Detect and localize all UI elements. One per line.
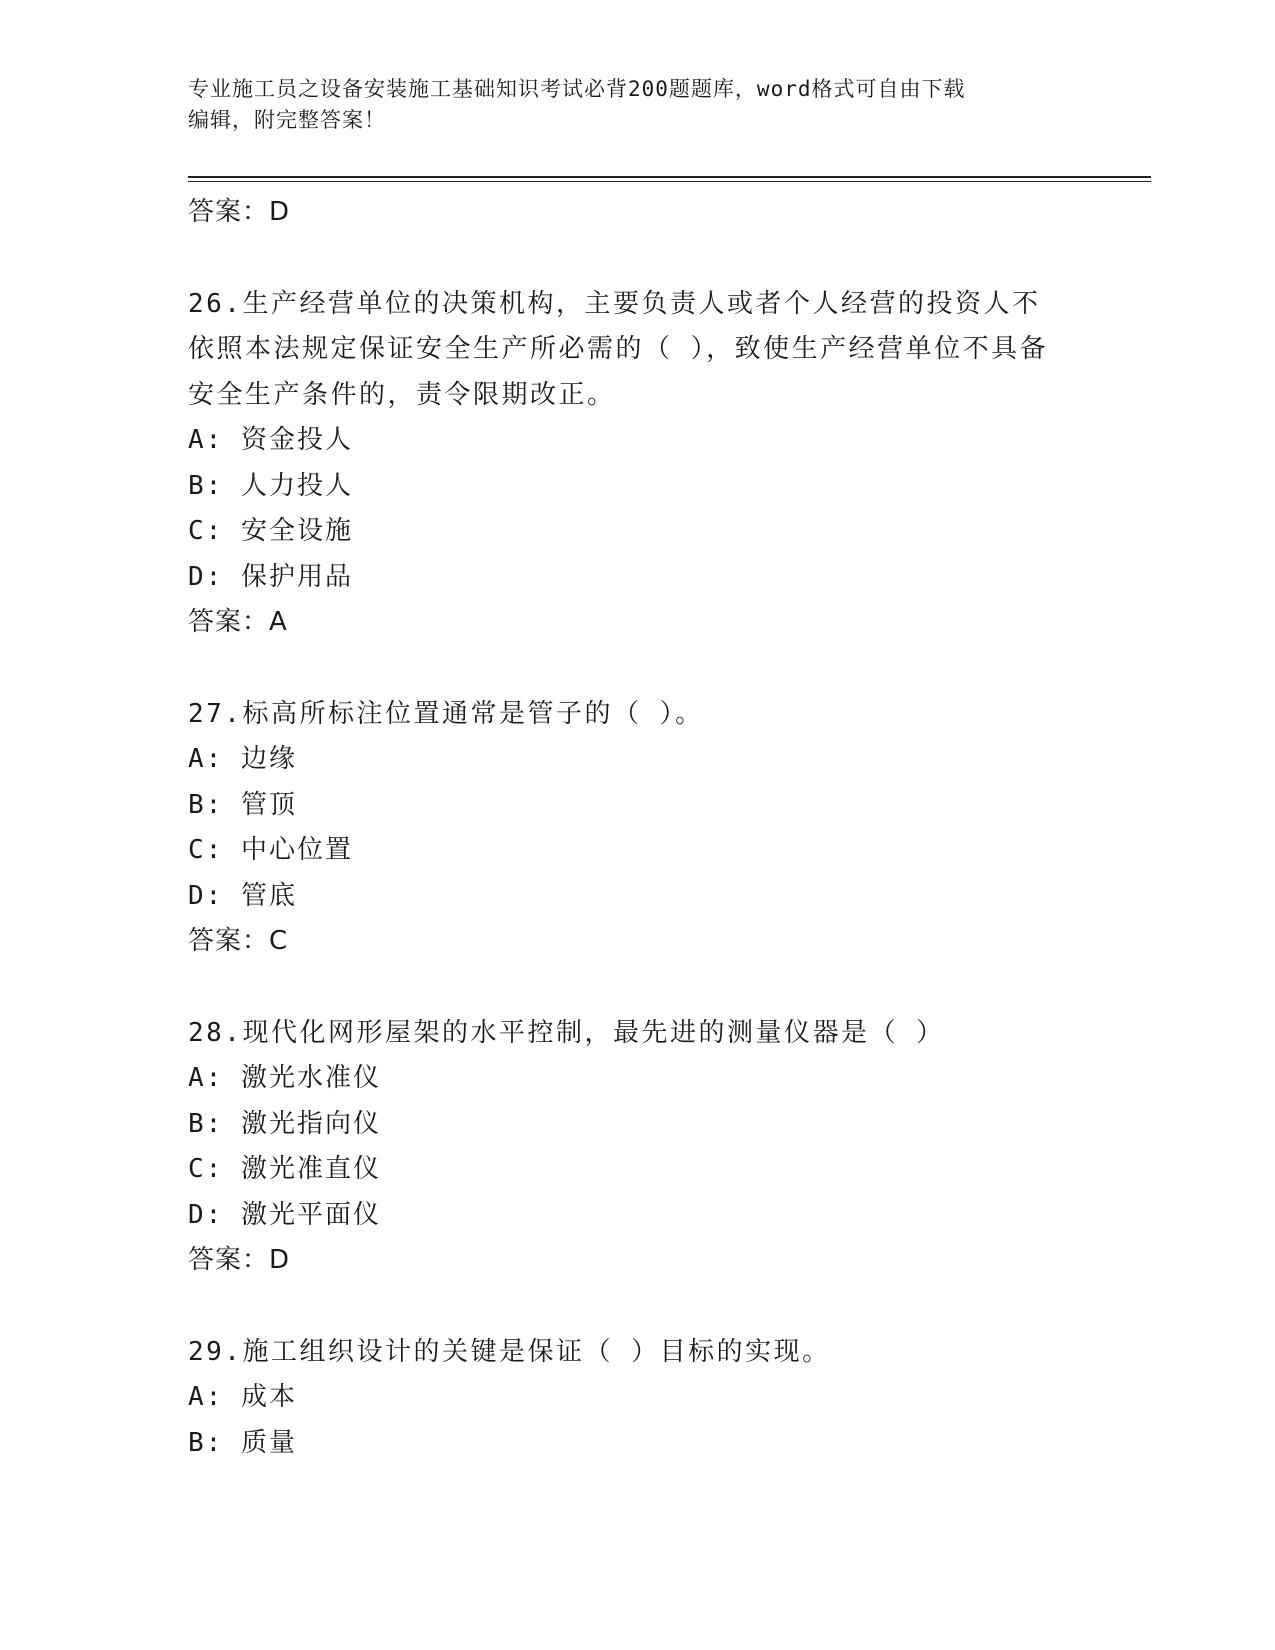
option-a: A: 资金投人 [188, 425, 353, 455]
option-c: C: 激光准直仪 [188, 1154, 381, 1184]
header-line-1: 专业施工员之设备安装施工基础知识考试必背200题题库，word格式可自由下载 [188, 77, 966, 101]
question-block [188, 1330, 1088, 1467]
spacer [188, 965, 1088, 1011]
option-d: D: 保护用品 [188, 561, 353, 592]
option-d: D: 激光平面仪 [188, 1199, 381, 1230]
question-stem: 26.生产经营单位的决策机构，主要负责人或者个人经营的投资人不依照本法规定保证安全生产所必需的（ ），致使生产经营单位不具备安全生产条件的，责令限期改正。 [188, 288, 1049, 410]
option-c: C: 中心位置 [188, 835, 353, 865]
answer-label: 答案：A [188, 607, 288, 637]
question-stem: 29.施工组织设计的关键是保证（ ）目标的实现。 [188, 1336, 831, 1367]
question-stem: 28.现代化网形屋架的水平控制，最先进的测量仪器是（ ） [188, 1017, 945, 1048]
option-d: D: 管底 [188, 880, 297, 911]
question-block [188, 1011, 1088, 1284]
answer-label: 答案：D [188, 1245, 291, 1275]
spacer [188, 1284, 1088, 1330]
question-list [188, 190, 1088, 1466]
option-c: C: 安全设施 [188, 516, 353, 546]
answer-label: 答案：D [188, 197, 291, 227]
question-block [188, 692, 1088, 965]
header-divider-thin [188, 181, 1151, 182]
question-block [188, 282, 1088, 646]
option-a: A: 边缘 [188, 744, 297, 774]
option-a: A: 成本 [188, 1382, 297, 1412]
option-b: B: 激光指向仪 [188, 1108, 381, 1139]
spacer [188, 646, 1088, 692]
header-line-2: 编辑，附完整答案！ [188, 108, 386, 132]
question-stem: 27.标高所标注位置通常是管子的（ ）。 [188, 698, 704, 729]
option-b: B: 人力投人 [188, 470, 353, 501]
option-a: A: 激光水准仪 [188, 1063, 381, 1093]
option-b: B: 管顶 [188, 789, 297, 820]
spacer [188, 236, 1088, 282]
option-b: B: 质量 [188, 1427, 297, 1458]
document-header-note [188, 74, 1068, 136]
header-divider-thick [188, 176, 1151, 178]
answer-label: 答案：C [188, 926, 289, 956]
